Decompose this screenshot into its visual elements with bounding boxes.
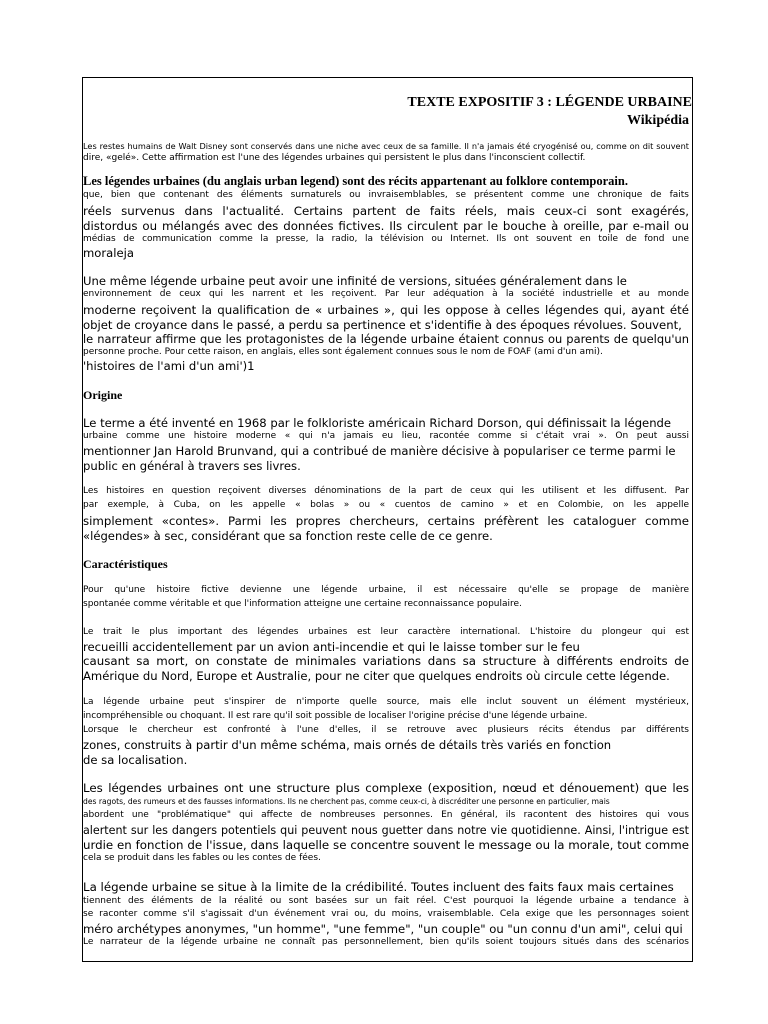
text-line: Le narrateur de la légende urbaine ne connaît pas personnellement, bien qu'ils soient toujours situés dans des scénarios xyxy=(83,937,689,947)
text-line: le narrateur affirme que les protagonistes de la légende urbaine étaient connus ou parents de quelqu'un xyxy=(83,332,689,346)
text-line: que, bien que contenant des éléments surnaturels ou invraisemblables, se présentent comme une chronique de faits xyxy=(83,190,689,200)
text-line: Pour qu'une histoire fictive devienne une légende urbaine, il est nécessaire qu'elle se propage de manière xyxy=(83,585,689,595)
text-line: mentionner Jan Harold Brunvand, qui a contribué de manière décisive à populariser ce terme parmi le xyxy=(83,444,676,458)
text-line: méro archétypes anonymes, "un homme", "une femme", "un couple" ou "un connu d'un ami", celui qui xyxy=(83,922,683,936)
text-line: se raconter comme s'il s'agissait d'un événement vrai ou, du moins, vraisemblable. Cela exige que les personnages soient xyxy=(83,909,689,919)
paragraph-heading: Les légendes urbaines (du anglais urban legend) sont des récits appartenant au folklore contemporain. xyxy=(83,174,628,188)
text-line: «légendes» à sec, considérant que sa fonction reste celle de ce genre. xyxy=(83,529,493,543)
text-line: La légende urbaine se situe à la limite de la crédibilité. Toutes incluent des faits faux mais certaines xyxy=(83,880,674,894)
text-line: distordus ou mélangés avec des données fictives. Ils circulent par le bouche à oreille, par e-mail ou xyxy=(83,219,689,233)
text-line: personne proche. Pour cette raison, en anglais, elles sont également connues sous le nom de FOAF (ami d'un ami). xyxy=(83,347,603,357)
text-line: cela se produit dans les fables ou les contes de fées. xyxy=(83,853,321,863)
text-line: Amérique du Nord, Europe et Australie, pour ne citer que quelques endroits où circule cette légende. xyxy=(83,669,670,683)
text-line: des ragots, des rumeurs et des fausses informations. Ils ne cherchent pas, comme ceux-ci, à discréditer une personne en particulier, mais xyxy=(83,797,610,806)
text-line: 'histoires de l'ami d'un ami')1 xyxy=(83,359,255,373)
text-line: objet de croyance dans le passé, a perdu sa pertinence et s'identifie à des époques révolues. Souvent, xyxy=(83,318,682,332)
text-line: causant sa mort, on constate de minimales variations dans sa structure à différents endroits de xyxy=(83,654,689,668)
text-line: alertent sur les dangers potentiels qui peuvent nous guetter dans notre vie quotidienne. Ainsi, l'intrigue est xyxy=(83,824,689,837)
text-line: moderne reçoivent la qualification de « urbaines », qui les oppose à celles légendes qui, ayant été xyxy=(83,303,689,317)
text-line: Les restes humains de Walt Disney sont conservés dans une niche avec ceux de sa famille. Il n'a jamais été cryogénisé ou, comme on dit souvent xyxy=(83,141,689,151)
text-line: public en général à travers ses livres. xyxy=(83,459,301,473)
text-line: tiennent des éléments de la réalité ou sont basées sur un fait réel. C'est pourquoi la légende urbaine a tendance à xyxy=(83,896,689,906)
text-line: La légende urbaine peut s'inspirer de n'importe quelle source, mais elle inclut souvent un élément mystérieux, xyxy=(83,697,689,707)
text-line: abordent une "problématique" qui affecte de nombreuses personnes. En général, ils racontent des histoires qui vous xyxy=(83,810,689,820)
text-line: moraleja xyxy=(83,246,134,260)
text-line: Les histoires en question reçoivent diverses dénominations de la part de ceux qui les utilisent et les diffusent. Par xyxy=(83,486,689,496)
text-line: de sa localisation. xyxy=(83,753,188,767)
text-line: médias de communication comme la presse, la radio, la télévision ou Internet. Ils ont souvent en toile de fond une xyxy=(83,234,689,244)
text-line: spontanée comme véritable et que l'information atteigne une certaine reconnaissance populaire. xyxy=(83,599,522,609)
text-line: Le trait le plus important des légendes urbaines est leur caractère international. L'histoire du plongeur qui est xyxy=(83,627,689,637)
section-heading-caracteristiques: Caractéristiques xyxy=(83,557,168,571)
text-line: Le terme a été inventé en 1968 par le folkloriste américain Richard Dorson, qui définissait la légende xyxy=(83,416,672,430)
text-line: par exemple, à Cuba, on les appelle « bolas » ou « cuentos de camino » et en Colombie, on les appelle xyxy=(83,500,689,510)
source-label: Wikipédia xyxy=(627,113,689,128)
text-line: recueilli accidentellement par un avion anti-incendie et qui le laisse tomber sur le feu xyxy=(83,640,580,654)
text-line: réels survenus dans l'actualité. Certains partent de faits réels, mais ceux-ci sont exagérés, xyxy=(83,204,689,218)
text-line: Une même légende urbaine peut avoir une infinité de versions, situées généralement dans le xyxy=(83,274,627,288)
text-line: urbaine comme une histoire moderne « qui n'a jamais eu lieu, racontée comme si c'était vrai ». On peut aussi xyxy=(83,431,689,441)
text-line: zones, construits à partir d'un même schéma, mais ornés de détails très variés en fonction xyxy=(83,738,612,752)
text-line: dire, «gelé». Cette affirmation est l'une des légendes urbaines qui persistent le plus dans l'inconscient collectif. xyxy=(83,153,586,163)
text-line: incompréhensible ou choquant. Il est rare qu'il soit possible de localiser l'origine précise d'une légende urbaine. xyxy=(83,711,588,721)
document-page xyxy=(82,77,693,962)
page-title: TEXTE EXPOSITIF 3 : LÉGENDE URBAINE xyxy=(407,95,692,110)
text-line: urdie en fonction de l'issue, dans laquelle se concentre souvent le message ou la morale, tout comme xyxy=(83,838,689,852)
text-line: Lorsque le chercheur est confronté à l'une d'elles, il se retrouve avec plusieurs récits étendus par différents xyxy=(83,725,689,735)
text-line: simplement «contes». Parmi les propres chercheurs, certains préfèrent les cataloguer comme xyxy=(83,514,689,528)
text-line: environnement de ceux qui les narrent et les reçoivent. Par leur adéquation à la société industrielle et au monde xyxy=(83,289,689,299)
text-line: Les légendes urbaines ont une structure plus complexe (exposition, nœud et dénouement) que les xyxy=(83,781,689,795)
section-heading-origine: Origine xyxy=(83,388,123,402)
